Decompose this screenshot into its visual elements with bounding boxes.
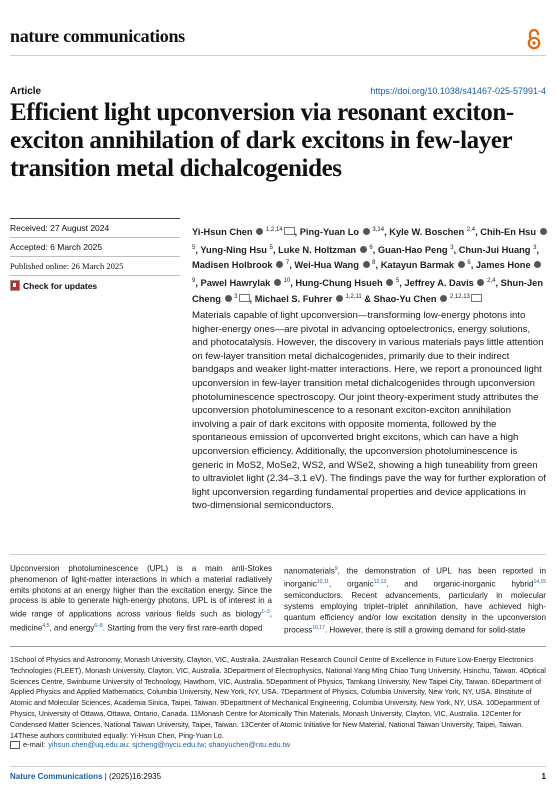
author-affiliation-marker: 2,12,13 [448, 293, 470, 300]
author-affiliation-marker: 9 [192, 278, 196, 285]
author-affiliation-marker: 5 [394, 278, 400, 285]
affiliations: 1School of Physics and Astronomy, Monash University, Clayton, VIC, Australia. 2Australian Research Council Centre of Excellence in Future Low-Energy Electronics Technologies (FLEET), Monash University, Clayton, VIC, Australia. 3Department of Electrophysics, National Yang Ming Chiao Tung University, Hsinchu, Taiwan. 4Optical Sciences Centre, Swinburne University of Technology, Hawthorn, VIC, Australia. 5Department of Physics, Tamkang University, New Taipei City, Taiwan. 6Department of Applied Physics and Applied Mathematics, Columbia University, New York, NY, USA. 7Department of Physics, Columbia University, New York, NY, USA. 8Institute of Atomic and Molecular Sciences, Academia Sinica, Taipei, Taiwan. 9Department of Mechanical Engineering, Columbia University, New York, NY, USA. 10Department of Physics, University of Ottawa, Ottawa, Ontario, Canada. 11Monash Centre for Atomically Thin Materials, Monash University, Clayton, VIC, Australia. 12Center for Condensed Matter Sciences, National Taiwan University, Taipei, Taiwan. 13Center of Atomic Initiative for New Material, National Taiwan University, Taipei, Taiwan. 14These authors contributed equally: Yi-Hsun Chen, Ping-Yuan Lo. [10, 655, 546, 740]
footer-journal[interactable]: Nature Communications [10, 772, 103, 781]
orcid-icon[interactable] [256, 228, 263, 235]
email-icon[interactable] [471, 294, 482, 302]
author-name[interactable]: Guan-Hao Peng [377, 244, 451, 255]
reference-link[interactable]: 12,13 [373, 579, 387, 586]
orcid-icon[interactable] [276, 261, 283, 268]
reference-link[interactable]: 6–8 [94, 622, 103, 629]
author-affiliation-marker: 2,4 [466, 227, 476, 233]
check-updates-label: Check for updates [23, 280, 98, 291]
abstract: Materials capable of light upconversion—transforming low-energy photons into higher-energy ones—are pivotal in advancing optoelectronics, energy solutions, and photocatalysis. However, the discovery in various materials pays little attention on few-layer transition metal dichalcogenides, primarily due to their indirect bandgaps and weaker light-matter interactions. Here, we report a pronounced light upconversion in few-layer transition metal dichalcogenides through upconversion photoluminescence spectroscopy. Our joint theory-experiment study attributes the upconversion photoluminescence to a resonant exciton-exciton annihilation involving a pair of dark excitons with opposite momenta, followed by the spontaneous emission of upconverted bright excitons, which can have a high upconversion efficiency. Additionally, the upconversion photoluminescence is generic in MoS2, MoSe2, WS2, and WSe2, showing a high tuneability from green to ultraviolet light (2.34–3.1 eV). The findings pave the way for further exploration of light upconversion regarding fundamental properties and device applications in two-dimensional semiconductors. [192, 310, 546, 512]
article-type: Article [10, 86, 42, 97]
author-name[interactable]: Chun-Jui Huang [458, 244, 534, 255]
reference-link[interactable]: 4,5 [42, 622, 50, 629]
author-name[interactable]: Hung-Chung Hsueh [295, 278, 386, 289]
reference-link[interactable]: 1–3 [261, 609, 270, 616]
footnote-rule [10, 646, 546, 647]
author-affiliation-marker: 8 [370, 260, 376, 267]
author-name[interactable]: Luke N. Holtzman [278, 244, 359, 255]
orcid-icon[interactable] [363, 261, 370, 268]
author-name[interactable]: Yi-Hsun Chen [192, 227, 256, 238]
envelope-icon [10, 741, 20, 749]
author-name[interactable]: Michael S. Fuhrer [254, 293, 335, 304]
author-name[interactable]: Pawel Hawrylak [200, 278, 273, 289]
email-icon[interactable] [239, 294, 250, 302]
orcid-icon[interactable] [386, 279, 393, 286]
author-affiliation-marker: 3,14 [370, 227, 385, 233]
orcid-icon[interactable] [540, 228, 547, 235]
orcid-icon[interactable] [336, 295, 343, 302]
author-name[interactable]: Kyle W. Boschen [389, 227, 467, 238]
doi-link[interactable]: https://doi.org/10.1038/s41467-025-57991-4 [370, 86, 546, 96]
reference-link[interactable]: 10,11 [316, 579, 330, 586]
reference-link[interactable]: 9 [334, 566, 338, 572]
author-affiliation-marker: 7 [284, 260, 290, 267]
author-name[interactable]: Madisen Holbrook [192, 260, 276, 271]
intro-column-1: Upconversion photoluminescence (UPL) is a main anti-Stokes phenomenon of light-matter interactions in which a material radiatively emits photons at an energy higher than the excitation energy. Since the process is able to generate high-energy photons, UPL is of interest in a wide range of applications across various fields such as biology$^{1-3}$, medicine$^{4,5}$, and energy$^{6-8}$. Starting from the very first rare-earth doped [10, 564, 272, 633]
author-affiliation-marker: 3 [232, 293, 238, 300]
email-icon[interactable] [284, 227, 295, 235]
author-affiliation-marker: 5 [269, 244, 273, 251]
orcid-icon[interactable] [274, 279, 281, 286]
author-name[interactable]: Yung-Ning Hsu [200, 244, 270, 255]
author-name[interactable]: Shao-Yu Chen [373, 293, 440, 304]
author-name[interactable]: Wei-Hua Wang [294, 260, 362, 271]
footer-citation [10, 772, 161, 781]
author-name[interactable]: Ping-Yuan Lo [299, 227, 362, 238]
header-rule [10, 55, 546, 56]
author-affiliation-marker: 6 [367, 244, 373, 251]
orcid-icon[interactable] [440, 295, 447, 302]
author-affiliation-marker: 6 [465, 260, 471, 267]
page-number: 1 [541, 772, 546, 781]
author-affiliation-marker: 5 [192, 244, 196, 251]
author-name[interactable]: Shun-Jen Cheng [192, 278, 543, 304]
author-affiliation-marker: 3 [450, 244, 454, 251]
corresponding-emails [10, 740, 290, 749]
reference-link[interactable]: 14,15 [533, 579, 547, 586]
author-affiliation-marker: 1,2,11 [343, 293, 362, 300]
footer-rule [10, 766, 546, 767]
accepted-date: Accepted: 6 March 2025 [10, 237, 180, 256]
check-updates-icon [10, 280, 20, 291]
reference-link[interactable]: 16,17 [312, 625, 325, 632]
orcid-icon[interactable] [225, 295, 232, 302]
check-for-updates[interactable] [10, 275, 180, 295]
author-name[interactable]: James Hone [475, 260, 534, 271]
author-affiliation-marker: 2,4 [485, 278, 496, 285]
footer-volume: | (2025)16:2935 [102, 772, 162, 781]
orcid-icon[interactable] [363, 228, 370, 235]
intro-column-2: nanomaterials$^9$, the demonstration of UPL has been reported in inorganic$^{10,11}$, organic$^{12,13}$, and organic-inorganic hybrid$^{14,15}$ semiconductors. Recent advancements, particularly in molecular systems employing triplet–triplet annihilation, have achieved high-quantum efficiency and/or low excitation density in the upconversion process$^{16,17}$. However, there is still a growing demand for solid-state [284, 566, 547, 636]
author-affiliation-marker: 10 [281, 278, 291, 285]
open-access-icon [525, 28, 543, 50]
received-date: Received: 27 August 2024 [10, 218, 180, 237]
orcid-icon[interactable] [458, 261, 465, 268]
author-name[interactable]: Chih-En Hsu [480, 227, 539, 238]
email-label: e-mail: [23, 740, 46, 749]
author-affiliation-marker: 3 [533, 244, 537, 251]
author-name[interactable]: Katayun Barmak [380, 260, 457, 271]
email-links[interactable]: yihsun.chen@uq.edu.au; sjcheng@nycu.edu.tw; shaoyuchen@ntu.edu.tw [48, 740, 291, 749]
author-list: Yi-Hsun Chen $^{1,2,14}$ , Ping-Yuan Lo $^{3,14}$, Kyle W. Boschen $^{2,4}$, Chih-En Hsu $^5$, Yung-Ning Hsu $^5$, Luke N. Holtzman $^6$, Guan-Hao Peng $^3$, Chun-Jui Huang $^3$, Madisen Holbrook $^7$, Wei-Hua Wang $^8$, Katayun Barmak $^6$, James Hone $^9$, Pawel Hawrylak $^{10}$, Hung-Chung Hsueh $^5$, Jeffrey A. Davis $^{2,4}$, Shun-Jen Cheng $^3$ , Michael S. Fuhrer $^{1,2,11}$ & Shao-Yu Chen $^{2,12,13}$ [192, 224, 548, 306]
orcid-icon[interactable] [477, 279, 484, 286]
published-date: Published online: 26 March 2025 [10, 256, 180, 275]
author-name[interactable]: Jeffrey A. Davis [404, 278, 477, 289]
article-title: Efficient light upconversion via resonant exciton-exciton annihilation of dark excitons in few-layer transition metal dichalcogenides [10, 99, 514, 182]
orcid-icon[interactable] [360, 246, 367, 253]
author-affiliation-marker: 1,2,14 [264, 227, 283, 233]
orcid-icon[interactable] [534, 261, 541, 268]
section-rule [10, 554, 546, 555]
article-dates [10, 218, 180, 295]
journal-name[interactable]: nature communications [10, 26, 185, 46]
